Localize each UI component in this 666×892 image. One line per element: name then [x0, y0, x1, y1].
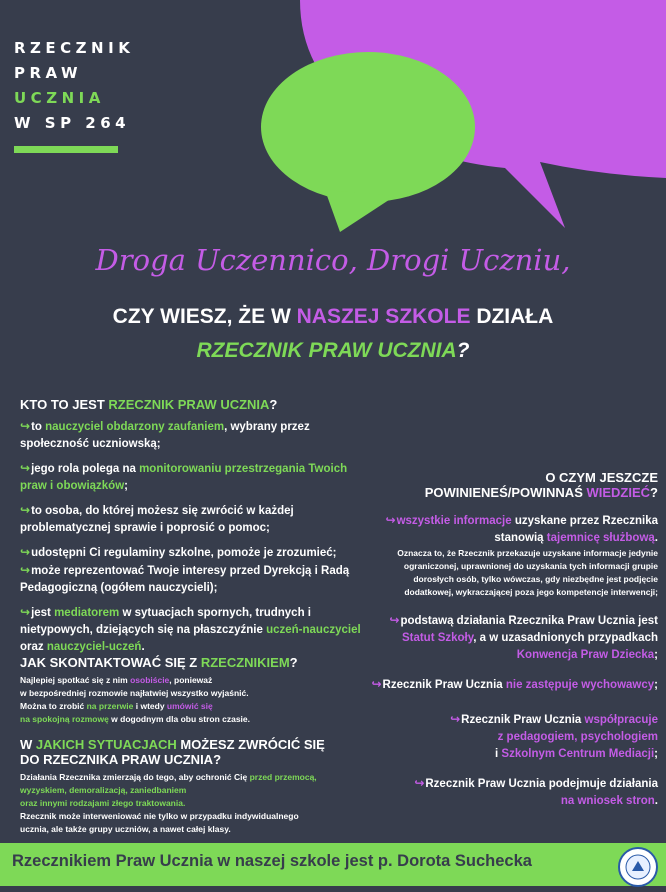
list-item: ↪Rzecznik Praw Ucznia współpracuje z pedagogiem, psychologiem i Szkolnym Centrum Mediacji;	[450, 712, 658, 760]
header-line-4: W SP 264	[14, 114, 131, 132]
arrow-icon: ↪	[20, 419, 31, 433]
contact-text: Najlepiej spotkać się z nim osobiście, ponieważ w bezpośredniej rozmowie najłatwiej wszystko wyjaśnić. Można to zrobić na przerwie i wtedy umówić się na spokojną rozmowę w dogodnym dla obu stron czasie.	[20, 675, 251, 724]
question-line-2: RZECZNIK PRAW UCZNIA?	[196, 339, 470, 362]
arrow-icon: ↪	[414, 776, 425, 790]
list-item: ↪podstawą działania Rzecznika Praw Ucznia jest Statut Szkoły, a w uzasadnionych przypadkach Konwencja Praw Dziecka;	[389, 613, 658, 661]
who-title: KTO TO JEST RZECZNIK PRAW UCZNIA?	[20, 397, 278, 412]
list-item-note: Oznacza to, że Rzecznik przekazuje uzyskane informacje jedynie ograniczonej, uprawnionej do uzyskania tych informacji grupie dorosłych osób, tylko wówczas, gdy niezbędne jest podjęcie dodatkowej, wykraczającej poza jego kompetencje interwencji;	[397, 548, 658, 597]
situations-title-2: DO RZECZNIKA PRAW UCZNIA?	[20, 752, 222, 767]
header-line-1: RZECZNIK	[14, 39, 135, 57]
header-line-3: UCZNIA	[14, 89, 105, 107]
arrow-icon: ↪	[20, 461, 31, 475]
header-title	[14, 36, 134, 136]
who-section	[20, 397, 365, 663]
contact-section	[20, 655, 365, 726]
situations-title: W JAKICH SYTUACJACH MOŻESZ ZWRÓCIĆ SIĘ	[20, 737, 325, 752]
arrow-icon: ↪	[20, 605, 31, 619]
more-title: O CZYM JESZCZE POWINIENEŚ/POWINNAŚ WIEDZIEĆ?	[424, 470, 658, 500]
more-section	[370, 470, 658, 810]
list-item: ↪jego rola polega na monitorowaniu przestrzegania Twoich praw i obowiązków;	[20, 461, 348, 492]
arrow-icon: ↪	[450, 712, 461, 726]
arrow-icon: ↪	[20, 503, 31, 517]
arrow-icon: ↪	[20, 563, 31, 577]
situations-section	[20, 737, 370, 836]
arrow-icon: ↪	[371, 677, 382, 691]
situations-text: Działania Rzecznika zmierzają do tego, aby ochronić Cię przed przemocą, wyzyskiem, demoralizacją, zaniedbaniem oraz innymi rodzajami złego traktowania. Rzecznik może interweniować nie tylko w przypadku indywidualnego ucznia, ale także grupy uczniów, a nawet całej klasy.	[20, 772, 317, 834]
list-item: ↪udostępni Ci regulaminy szkolne, pomoże je zrozumieć;	[20, 545, 337, 559]
header-underline	[14, 146, 118, 153]
list-item: ↪jest mediatorem w sytuacjach spornych, trudnych i nietypowych, dziejących się na płaszczyźnie uczeń-nauczyciel oraz nauczyciel-uczeń.	[20, 605, 361, 653]
green-speech-bubble	[261, 52, 475, 202]
greeting: Droga Uczennico, Drogi Uczniu,	[95, 243, 571, 277]
arrow-icon: ↪	[389, 613, 400, 627]
question-line-1: CZY WIESZ, ŻE W NASZEJ SZKOLE DZIAŁA	[112, 305, 554, 328]
arrow-icon: ↪	[20, 545, 31, 559]
list-item: ↪wszystkie informacje uzyskane przez Rzecznika stanowią tajemnicę służbową.	[385, 513, 658, 544]
list-item: ↪to osoba, do której możesz się zwrócić w każdej problematycznej sprawie i poprosić o pomoc;	[20, 503, 294, 534]
list-item: ↪Rzecznik Praw Ucznia podejmuje działania na wniosek stron.	[414, 776, 658, 807]
footer-text: Rzecznikiem Praw Ucznia w naszej szkole jest p. Dorota Suchecka	[12, 852, 532, 870]
contact-title: JAK SKONTAKTOWAĆ SIĘ Z RZECZNIKIEM?	[20, 655, 298, 670]
school-logo-icon	[618, 847, 658, 887]
list-item: ↪to nauczyciel obdarzony zaufaniem, wybrany przez społeczność uczniowską;	[20, 419, 310, 450]
list-item: ↪może reprezentować Twoje interesy przed Dyrekcją i Radą Pedagogiczną (ogółem nauczycieli);	[20, 563, 350, 594]
header-line-2: PRAW	[14, 64, 83, 82]
list-item: ↪Rzecznik Praw Ucznia nie zastępuje wychowawcy;	[371, 677, 658, 691]
arrow-icon: ↪	[385, 513, 396, 527]
